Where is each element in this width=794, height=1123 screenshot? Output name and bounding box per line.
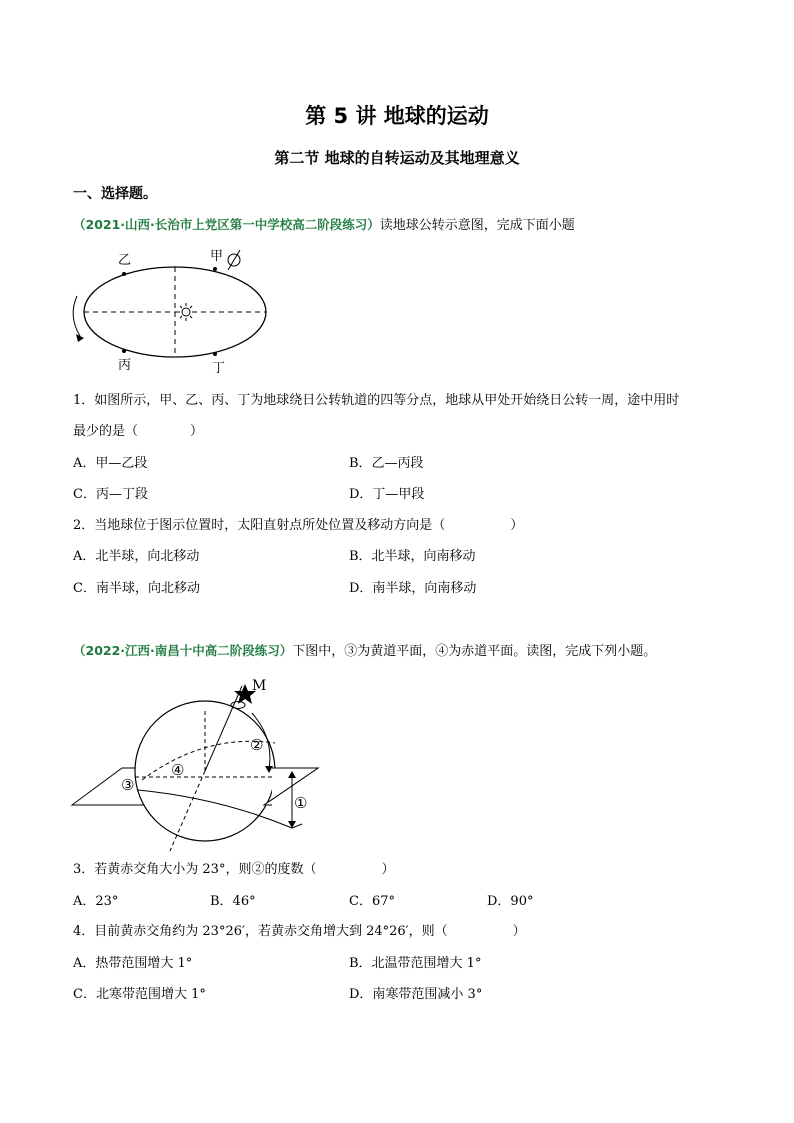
orbit-diagram	[60, 244, 280, 376]
q3-option-c[interactable]: C．67°	[349, 894, 395, 909]
label-ding: 丁	[212, 361, 226, 376]
q3-option-a[interactable]: A．23°	[73, 894, 119, 909]
section-subtitle: 第二节 地球的自转运动及其地理意义	[274, 149, 520, 167]
label-4: ④	[171, 761, 185, 779]
orbit-point-ding	[213, 352, 217, 356]
q4-option-d[interactable]: D．南寒带范围减小 3°	[349, 987, 483, 1002]
q4-option-c[interactable]: C．北寒带范围增大 1°	[73, 987, 206, 1002]
label-1: ①	[294, 794, 308, 812]
q4-option-a[interactable]: A．热带范围增大 1°	[73, 956, 193, 971]
q2-option-c[interactable]: C．南半球，向北移动	[73, 581, 200, 596]
q1-stem-line1: 1．如图所示，甲、乙、丙、丁为地球绕日公转轨道的四等分点，地球从甲处开始绕日公转一周，途中用时	[73, 393, 680, 408]
question-type-heading: 一、选择题。	[73, 186, 157, 202]
sun-icon	[177, 303, 195, 321]
label-2: ②	[250, 736, 264, 754]
group2-source: （2022·江西·南昌十中高二阶段练习）	[73, 643, 293, 658]
q3-stem: 3．若黄赤交角大小为 23°，则②的度数（ ）	[73, 862, 395, 877]
q2-option-b[interactable]: B．北半球，向南移动	[349, 549, 476, 564]
q2-option-a[interactable]: A．北半球，向北移动	[73, 549, 200, 564]
q3-option-b[interactable]: B．46°	[210, 894, 256, 909]
q3-option-d[interactable]: D．90°	[487, 894, 534, 909]
label-m: M	[252, 678, 267, 694]
orbit-point-jia	[213, 267, 217, 271]
page-title: 第 5 讲 地球的运动	[305, 104, 489, 128]
group2-intro: 下图中，③为黄道平面，④为赤道平面。读图，完成下列小题。	[292, 644, 657, 659]
group1-intro: 读地球公转示意图，完成下面小题	[379, 218, 575, 233]
q4-option-b[interactable]: B．北温带范围增大 1°	[349, 956, 482, 971]
label-jia: 甲	[210, 249, 224, 264]
group1-header	[73, 216, 575, 235]
q1-option-c[interactable]: C．丙—丁段	[73, 487, 148, 502]
rotation-arrow-icon	[231, 702, 245, 709]
q2-stem: 2．当地球位于图示位置时，太阳直射点所处位置及移动方向是（ ）	[73, 518, 524, 533]
q2-option-d[interactable]: D．南半球，向南移动	[349, 581, 477, 596]
ecliptic-diagram	[70, 668, 330, 858]
group2-header	[73, 642, 656, 661]
q1-stem-line2: 最少的是（ ）	[73, 424, 204, 439]
orbit-point-yi	[122, 272, 126, 276]
label-yi: 乙	[118, 253, 132, 268]
q1-option-b[interactable]: B．乙—丙段	[349, 456, 424, 471]
q1-option-d[interactable]: D．丁—甲段	[349, 487, 425, 502]
group1-source: （2021·山西·长治市上党区第一中学校高二阶段练习）	[73, 217, 380, 232]
orbit-point-bing	[122, 349, 126, 353]
earth-icon	[228, 250, 240, 270]
rotation-direction-arrow	[73, 296, 80, 336]
q4-stem: 4．目前黄赤交角约为 23°26′，若黄赤交角增大到 24°26′，则（ ）	[73, 924, 526, 939]
q1-option-a[interactable]: A．甲—乙段	[73, 456, 148, 471]
label-3: ③	[121, 776, 135, 794]
label-bing: 丙	[118, 358, 132, 373]
